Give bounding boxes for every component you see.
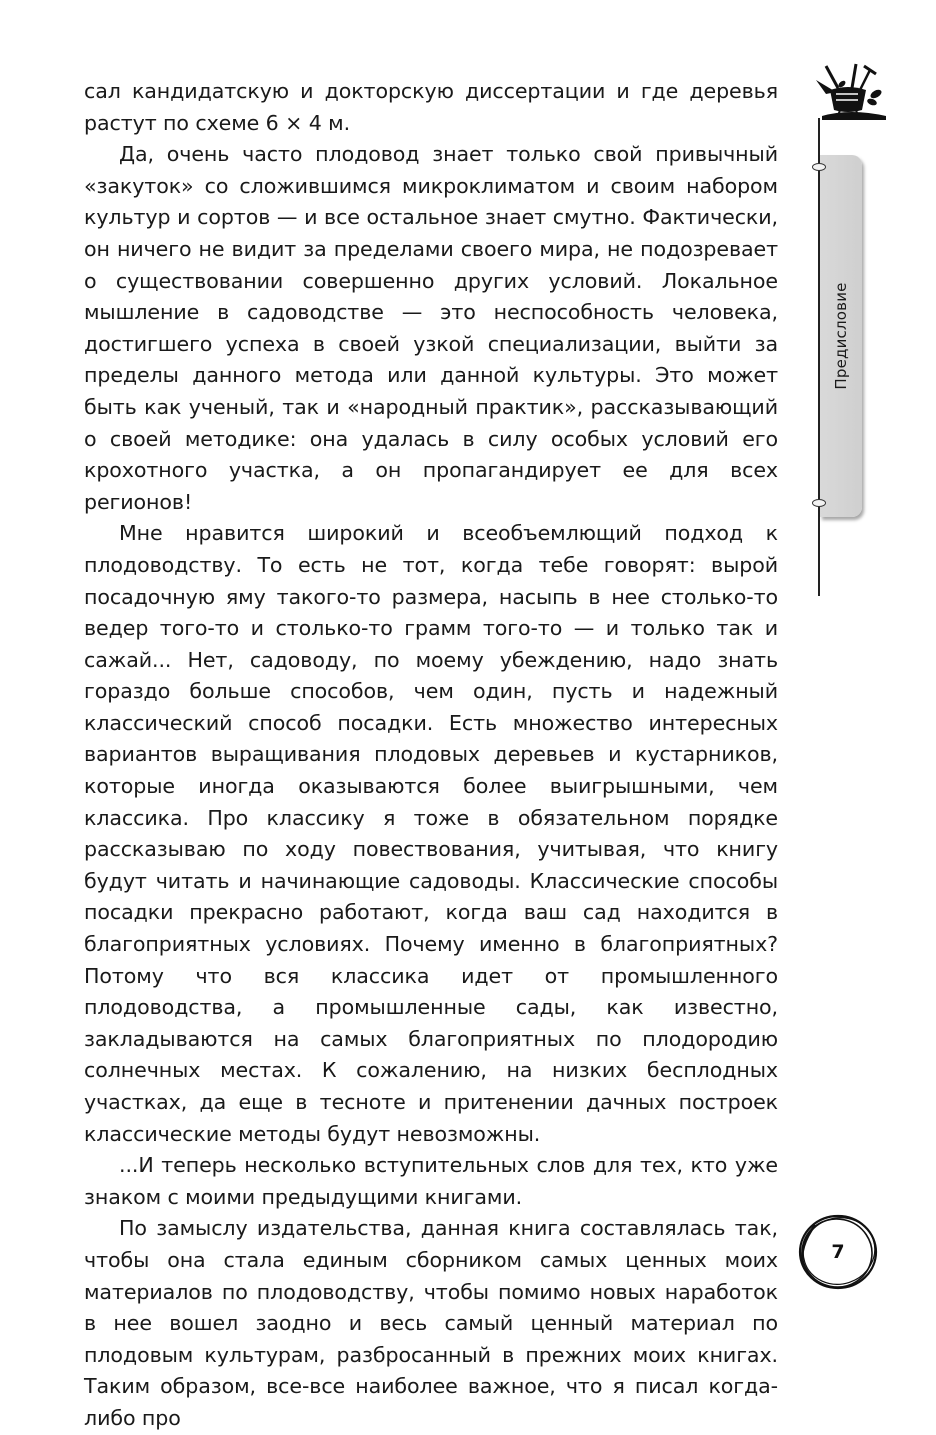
- paragraph-continuation: сал кандидатскую и докторскую диссертации и где деревья растут по схеме 6 × 4 м.: [84, 79, 778, 135]
- paragraph: ...И теперь несколько вступительных слов для тех, кто уже знаком с моими предыдущими книгами.: [84, 1153, 778, 1209]
- body-text: [84, 76, 778, 1435]
- paragraph: По замыслу издательства, данная книга составлялась так, чтобы она стала единым сборником самых ценных моих материалов по плодоводству, чтобы помимо новых наработок в нее вошел заодно и весь самый ценный материал по плодовым культурам, разбросанный в прежних моих книгах. Таким образом, все-все наиболее важное, что я писал когда-либо про: [84, 1216, 778, 1430]
- binder-ring-top: [812, 163, 826, 171]
- chapter-tab-label: Предисловие: [832, 282, 850, 390]
- binder-ring-bottom: [812, 499, 826, 507]
- paragraph: Мне нравится широкий и всеобъемлющий подход к плодоводству. То есть не тот, когда тебе говорят: вырой посадочную яму такого-то размера, насыпь в нее столько-то ведер того-то и столько-то грамм того-то — и только так и сажай... Нет, садоводу, по моему убеждению, надо знать гораздо больше способов, чем один, пусть и надежный классический способ посадки. Есть множество интересных вариантов выращивания плодовых деревьев и кустарников, которые иногда оказываются более выигрышными, чем классика. Про классику я тоже в обязательном порядке рассказываю по ходу повествования, учитывая, что книгу будут читать и начинающие садоводы. Классические способы посадки прекрасно работают, когда ваш сад находится в благоприятных условиях. Почему именно в благоприятных? Потому что вся классика идет от промышленного плодоводства, а промышленные сады, как известно, закладываются на самых благоприятных по плодородию солнечных местах. К сожалению, на низких бесплодных участках, да еще в тесноте и притенении дачных построек классические методы будут невозможны.: [84, 521, 778, 1146]
- page-number-badge: [793, 1207, 883, 1297]
- paragraph: Да, очень часто плодовод знает только свой привычный «закуток» со сложившимся микроклиматом и своим набором культур и сортов — и все остальное знает смутно. Фактически, он ничего не видит за пределами своего мира, не подозревает о существовании совершенно других условий. Локальное мышление в садоводстве — это неспособность человека, достигшего успеха в своей узкой специализации, выйти за пределы данного метода или данной культуры. Это может быть как ученый, так и «народный практик», рассказывающий о своей методике: она удалась в силу особых условий его крохотного участка, а он пропагандирует ее для всех регионов!: [84, 142, 778, 514]
- chapter-tab: [820, 155, 862, 517]
- page-number: 7: [831, 1241, 845, 1263]
- garden-tools-basket-icon: [812, 58, 888, 132]
